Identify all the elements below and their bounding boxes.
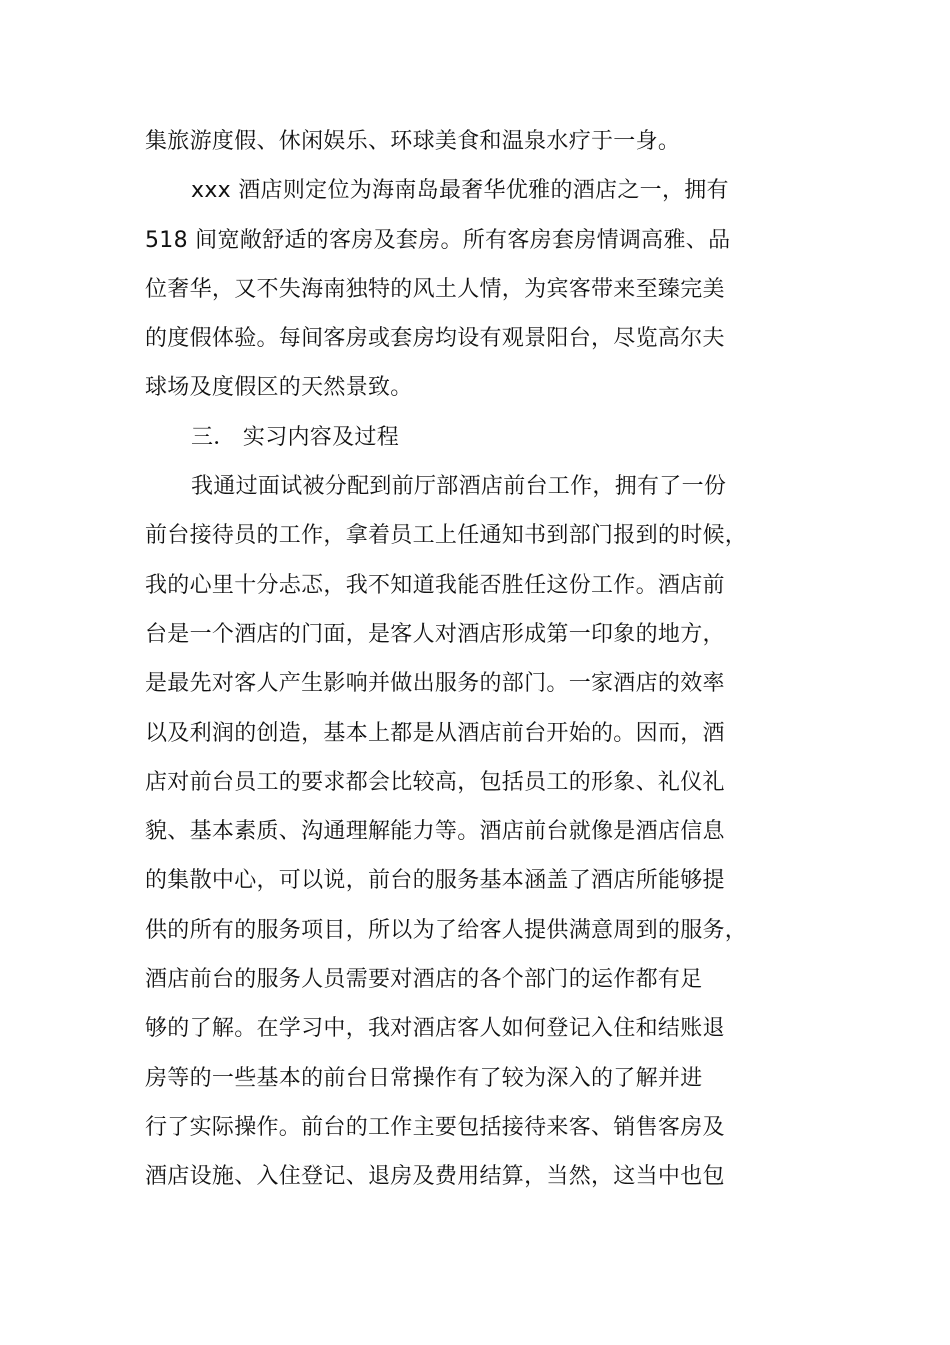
text-line-21: 行了实际操作。前台的工作主要包括接待来客、销售客房及 bbox=[145, 1114, 725, 1140]
text-line-9: 前台接待员的工作，拿着员工上任通知书到部门报到的时候， bbox=[145, 523, 748, 549]
text-line-19: 够的了解。在学习中，我对酒店客人如何登记入住和结账退 bbox=[145, 1016, 725, 1042]
text-line-17: 供的所有的服务项目，所以为了给客人提供满意周到的服务， bbox=[145, 917, 748, 943]
text-line-4: 位奢华，又不失海南独特的风土人情，为宾客带来至臻完美 bbox=[145, 276, 725, 302]
text-line-14: 店对前台员工的要求都会比较高，包括员工的形象、礼仪礼 bbox=[145, 769, 725, 795]
text-line-18: 酒店前台的服务人员需要对酒店的各个部门的运作都有足 bbox=[145, 967, 703, 993]
text-line-3: 518 间宽敞舒适的客房及套房。所有客房套房情调高雅、品 bbox=[145, 227, 731, 253]
text-line-10: 我的心里十分忐忑，我不知道我能否胜任这份工作。酒店前 bbox=[145, 572, 725, 598]
text-line-15: 貌、基本素质、沟通理解能力等。酒店前台就像是酒店信息 bbox=[145, 819, 725, 845]
text-line-22: 酒店设施、入住登记、退房及费用结算，当然，这当中也包 bbox=[145, 1164, 725, 1190]
text-line-12: 是最先对客人产生影响并做出服务的部门。一家酒店的效率 bbox=[145, 671, 725, 697]
text-line-13: 以及利润的创造，基本上都是从酒店前台开始的。因而，酒 bbox=[145, 720, 725, 746]
section-heading: 三． 实习内容及过程 bbox=[191, 424, 399, 450]
text-line-16: 的集散中心，可以说，前台的服务基本涵盖了酒店所能够提 bbox=[145, 868, 725, 894]
body-text bbox=[145, 117, 755, 1202]
text-line-1: 集旅游度假、休闲娱乐、环球美食和温泉水疗于一身。 bbox=[145, 129, 681, 154]
text-line-2: xxx 酒店则定位为海南岛最奢华优雅的酒店之一，拥有 bbox=[191, 178, 729, 204]
text-line-6: 球场及度假区的天然景致。 bbox=[145, 375, 413, 401]
text-line-8: 我通过面试被分配到前厅部酒店前台工作，拥有了一份 bbox=[191, 474, 727, 500]
text-line-11: 台是一个酒店的门面，是客人对酒店形成第一印象的地方， bbox=[145, 621, 725, 647]
text-line-5: 的度假体验。每间客房或套房均设有观景阳台，尽览高尔夫 bbox=[145, 326, 725, 352]
text-line-20: 房等的一些基本的前台日常操作有了较为深入的了解并进 bbox=[145, 1065, 703, 1091]
